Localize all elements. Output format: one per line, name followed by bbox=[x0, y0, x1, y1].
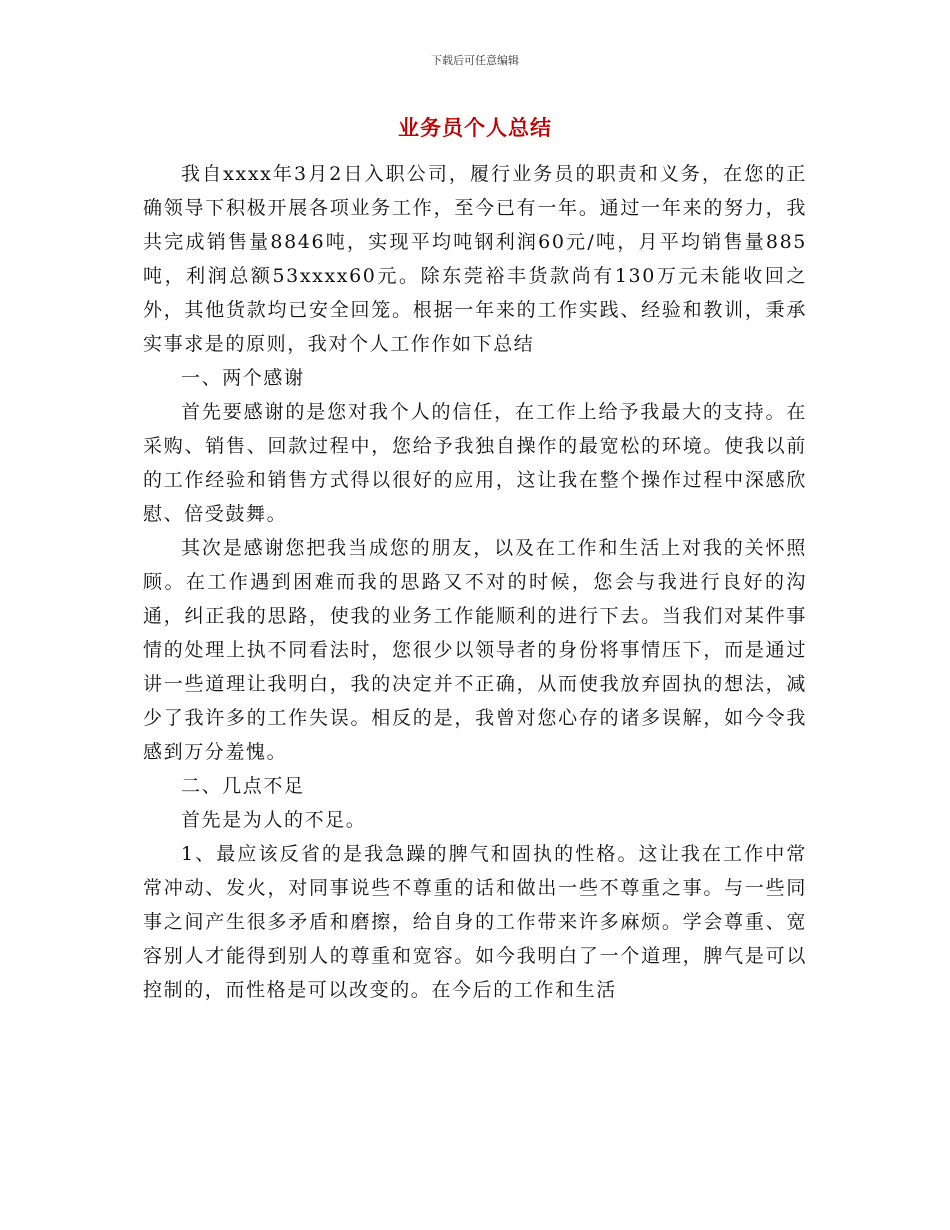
paragraph-shortcoming-intro: 首先是为人的不足。 bbox=[181, 809, 367, 831]
section-heading-thanks: 一、两个感谢 bbox=[181, 367, 305, 389]
document-body bbox=[143, 157, 807, 1007]
paragraph-intro: 我自xxxx年3月2日入职公司，履行业务员的职责和义务，在您的正确领导下积极开展各项业务工作，至今已有一年。通过一年来的努力，我共完成销售量8846吨，实现平均吨钢利润60元/吨，月平均销售量885吨，利润总额53xxxx60元。除东莞裕丰货款尚有130万元未能收回之外，其他货款均已安全回笼。根据一年来的工作实践、经验和教训，秉承实事求是的原则，我对个人工作作如下总结 bbox=[143, 163, 807, 355]
paragraph-thanks-second: 其次是感谢您把我当成您的朋友，以及在工作和生活上对我的关怀照顾。在工作遇到困难而我的思路又不对的时候，您会与我进行良好的沟通，纠正我的思路，使我的业务工作能顺利的进行下去。当我们对某件事情的处理上执不同看法时，您很少以领导者的身份将事情压下，而是通过讲一些道理让我明白，我的决定并不正确，从而使我放弃固执的想法，减少了我许多的工作失误。相反的是，我曾对您心存的诸多误解，如今令我感到万分羞愧。 bbox=[143, 537, 807, 763]
paragraph-thanks-first: 首先要感谢的是您对我个人的信任，在工作上给予我最大的支持。在采购、销售、回款过程中，您给予我独自操作的最宽松的环境。使我以前的工作经验和销售方式得以很好的应用，这让我在整个操作过程中深感欣慰、倍受鼓舞。 bbox=[143, 401, 807, 525]
page-header: 下载后可任意编辑 bbox=[431, 54, 519, 67]
paragraph-shortcoming-1: 1、最应该反省的是我急躁的脾气和固执的性格。这让我在工作中常常冲动、发火，对同事说些不尊重的话和做出一些不尊重之事。与一些同事之间产生很多矛盾和磨擦，给自身的工作带来许多麻烦。学会尊重、宽容别人才能得到别人的尊重和宽容。如今我明白了一个道理，脾气是可以控制的，而性格是可以改变的。在今后的工作和生活 bbox=[143, 843, 807, 1001]
document-title: 业务员个人总结 bbox=[398, 115, 552, 140]
section-heading-shortcomings: 二、几点不足 bbox=[181, 775, 305, 797]
